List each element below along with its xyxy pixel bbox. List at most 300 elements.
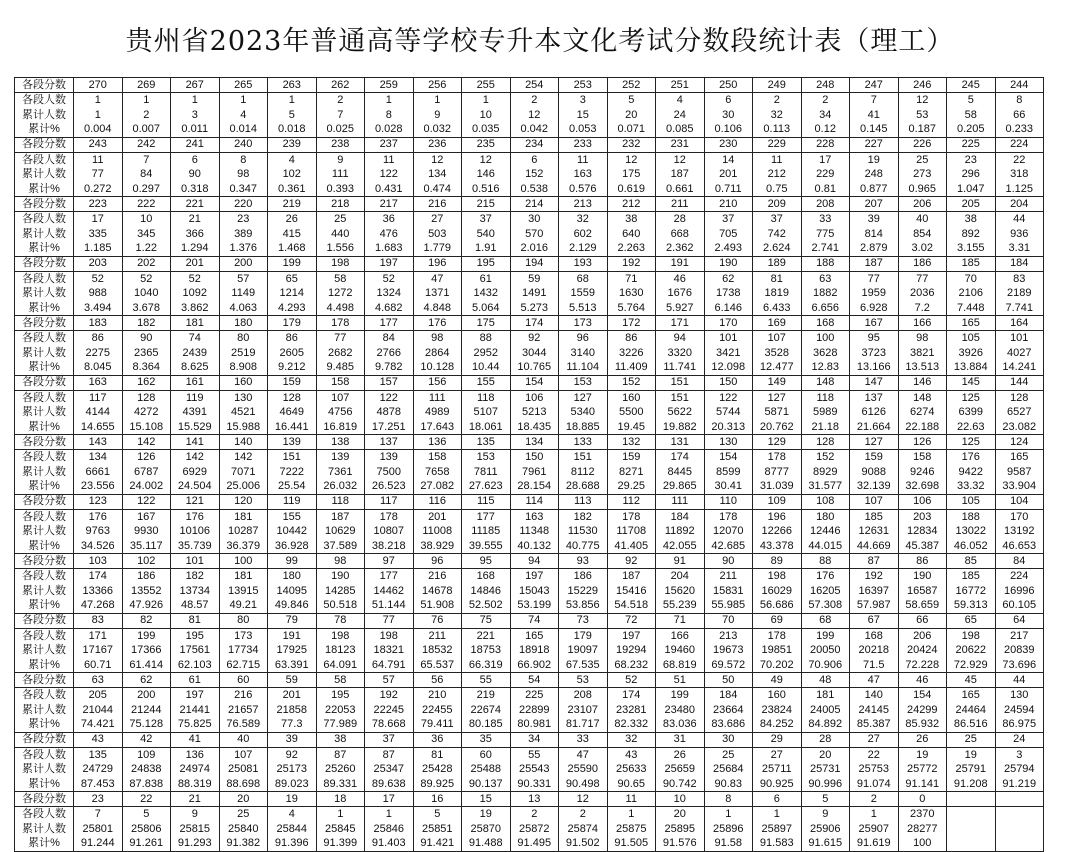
cumulative-value: 5622 <box>667 406 692 418</box>
percent-value: 0.538 <box>520 182 549 195</box>
stats-cell <box>559 390 608 435</box>
cumulative-value: 21044 <box>82 703 114 716</box>
percent-value: 67.535 <box>565 658 600 671</box>
score-cell: 54 <box>510 673 559 688</box>
percent-value: 8.045 <box>83 361 112 373</box>
count-value: 128 <box>1010 391 1029 404</box>
stats-cell <box>947 212 996 257</box>
stats-cell <box>656 569 705 614</box>
score-cell: 158 <box>316 375 365 390</box>
count-value: 101 <box>1010 332 1029 344</box>
stats-cell <box>753 747 802 792</box>
cumulative-value: 3421 <box>716 346 741 359</box>
score-cell: 207 <box>850 197 899 212</box>
percent-value: 18.061 <box>468 420 503 433</box>
stats-cell <box>898 569 947 614</box>
percent-value: 13.166 <box>856 361 891 373</box>
count-value: 210 <box>428 689 447 701</box>
stats-row-label <box>15 390 74 435</box>
percent-value: 86.975 <box>1002 718 1037 730</box>
cumulative-value: 84 <box>140 168 153 180</box>
stats-cell <box>801 271 850 316</box>
count-label: 各段人数 <box>22 94 66 106</box>
cumulative-value: 4521 <box>231 406 256 418</box>
score-cell: 100 <box>219 554 268 569</box>
stats-cell <box>462 271 511 316</box>
stats-cell <box>995 688 1044 733</box>
percent-value: 66.319 <box>468 658 503 671</box>
stats-cell <box>607 688 656 733</box>
stats-row-label <box>15 688 74 733</box>
count-value: 186 <box>573 570 592 582</box>
cumulative-value: 21657 <box>227 703 259 716</box>
cumulative-value: 6527 <box>1007 406 1032 418</box>
count-value: 174 <box>88 570 107 582</box>
score-cell: 74 <box>510 613 559 628</box>
score-cell: 116 <box>413 494 462 509</box>
score-cell: 71 <box>656 613 705 628</box>
cumulative-value: 3226 <box>619 346 644 359</box>
score-cell: 18 <box>316 792 365 807</box>
score-cell: 188 <box>801 256 850 271</box>
stats-cell <box>219 747 268 792</box>
cumulative-value: 3320 <box>667 346 692 359</box>
count-value: 33 <box>819 213 832 225</box>
count-value: 117 <box>88 391 107 404</box>
percent-value: 28.688 <box>565 480 600 492</box>
count-value: 28 <box>673 213 686 225</box>
score-row <box>15 197 1044 212</box>
score-cell: 211 <box>656 197 705 212</box>
stats-cell <box>171 569 220 614</box>
stats-cell <box>559 688 608 733</box>
percent-value: 83.036 <box>662 718 697 730</box>
cumulative-value: 6126 <box>861 406 886 418</box>
percent-value: 87.453 <box>80 777 115 790</box>
percent-value: 29.25 <box>617 480 646 492</box>
percent-value: 3.862 <box>180 301 209 314</box>
count-value: 181 <box>816 689 835 701</box>
percent-value: 5.273 <box>520 301 549 314</box>
cumulative-value: 9763 <box>85 525 110 537</box>
percent-value: 38.929 <box>420 539 455 552</box>
cumulative-value: 8599 <box>716 465 741 478</box>
cumulative-value: 1559 <box>570 287 595 299</box>
percent-value: 48.57 <box>180 599 209 611</box>
cumulative-value: 24145 <box>858 703 890 716</box>
count-value: 196 <box>767 510 786 523</box>
cumulative-value: 415 <box>282 227 301 240</box>
cumulative-value: 18918 <box>518 644 550 656</box>
stats-cell <box>316 747 365 792</box>
cumulative-value: 25840 <box>227 822 259 835</box>
percent-value: 81.717 <box>565 718 600 730</box>
score-cell: 253 <box>559 78 608 93</box>
count-value: 187 <box>622 570 641 582</box>
score-cell: 46 <box>898 673 947 688</box>
score-cell: 161 <box>171 375 220 390</box>
score-cell: 168 <box>801 316 850 331</box>
count-value: 37 <box>770 213 783 225</box>
score-cell: 200 <box>219 256 268 271</box>
score-cell: 137 <box>365 435 414 450</box>
count-value: 221 <box>476 629 495 642</box>
percent-value: 91.583 <box>759 837 794 849</box>
cumulative-value: 936 <box>1010 227 1029 240</box>
count-value: 176 <box>185 510 204 523</box>
percent-value: 89.925 <box>420 777 455 790</box>
count-value: 19 <box>479 808 492 820</box>
percent-value: 9.782 <box>374 361 403 373</box>
percent-value: 52.502 <box>468 599 503 611</box>
count-value <box>947 807 995 822</box>
score-row-label: 各段分数 <box>15 78 74 93</box>
count-value: 5 <box>628 94 635 106</box>
cumulative-value: 440 <box>331 227 350 240</box>
count-value: 151 <box>670 391 689 404</box>
percent-value: 79.411 <box>420 718 454 730</box>
stats-cell <box>753 509 802 554</box>
stats-row <box>15 688 1044 733</box>
count-label: 各段人数 <box>22 629 66 642</box>
count-value: 208 <box>573 689 592 701</box>
percent-value: 35.117 <box>129 539 163 552</box>
stats-cell <box>559 450 608 495</box>
percent-value: 0.106 <box>714 123 743 135</box>
score-cell: 66 <box>898 613 947 628</box>
count-label: 各段人数 <box>22 570 66 582</box>
score-cell: 80 <box>219 613 268 628</box>
stats-cell <box>656 331 705 376</box>
stats-row-label <box>15 628 74 673</box>
count-value: 63 <box>819 272 832 285</box>
count-value: 11 <box>577 153 589 166</box>
score-cell: 41 <box>171 732 220 747</box>
count-value: 44 <box>1013 213 1026 225</box>
count-value: 160 <box>767 689 786 701</box>
score-cell: 67 <box>850 613 899 628</box>
cumulative-value: 1630 <box>619 287 644 299</box>
percent-value: 25.54 <box>277 480 306 492</box>
percent-value: 2.362 <box>665 242 694 254</box>
score-row-label: 各段分数 <box>15 732 74 747</box>
count-value: 181 <box>234 510 253 523</box>
score-cell: 174 <box>510 316 559 331</box>
score-cell: 233 <box>559 137 608 152</box>
stats-cell <box>74 93 123 138</box>
score-cell: 151 <box>656 375 705 390</box>
score-cell: 230 <box>704 137 753 152</box>
score-cell: 38 <box>316 732 365 747</box>
count-value: 81 <box>431 748 444 761</box>
count-value: 198 <box>767 570 786 582</box>
cumulative-value: 1040 <box>134 287 159 299</box>
cumulative-value: 23480 <box>664 703 696 716</box>
stats-cell <box>753 688 802 733</box>
cumulative-value: 7361 <box>328 465 353 478</box>
stats-cell <box>219 93 268 138</box>
count-value: 65 <box>285 272 298 285</box>
percent-label: 累计% <box>28 837 60 849</box>
score-cell: 209 <box>753 197 802 212</box>
score-cell: 193 <box>559 256 608 271</box>
cumulative-value: 25347 <box>373 763 405 775</box>
cumulative-value: 25081 <box>227 763 259 775</box>
stats-cell <box>947 93 996 138</box>
score-cell: 154 <box>510 375 559 390</box>
count-value: 94 <box>673 332 686 344</box>
score-cell: 147 <box>850 375 899 390</box>
percent-value: 13.884 <box>953 361 988 373</box>
percent-value: 35.739 <box>177 539 212 552</box>
cumulative-value: 8445 <box>667 465 692 478</box>
cumulative-value: 17925 <box>276 644 308 656</box>
stats-cell <box>219 569 268 614</box>
score-cell: 26 <box>898 732 947 747</box>
stats-cell <box>171 271 220 316</box>
stats-cell <box>850 331 899 376</box>
stats-cell <box>607 331 656 376</box>
count-value: 7 <box>143 153 150 166</box>
percent-value: 4.293 <box>277 301 306 314</box>
cumulative-value: 2864 <box>425 346 450 359</box>
score-cell: 184 <box>995 256 1044 271</box>
cumulative-value: 19294 <box>615 644 647 656</box>
percent-value: 0.014 <box>229 123 258 135</box>
stats-cell <box>898 331 947 376</box>
stats-cell <box>850 271 899 316</box>
score-cell: 81 <box>171 613 220 628</box>
count-value: 186 <box>137 570 156 582</box>
stats-cell <box>656 807 705 852</box>
percent-value: 2.129 <box>568 242 597 254</box>
count-value: 159 <box>622 451 641 463</box>
cumulative-value: 25870 <box>470 822 502 835</box>
cumulative-value: 3044 <box>522 346 547 359</box>
score-cell: 51 <box>656 673 705 688</box>
percent-value: 12.098 <box>711 361 746 373</box>
percent-value: 0.431 <box>374 182 403 195</box>
stats-cell <box>753 628 802 673</box>
cumulative-value: 19460 <box>664 644 696 656</box>
count-value: 179 <box>573 629 592 642</box>
percent-value: 91.421 <box>420 837 455 849</box>
score-cell: 118 <box>316 494 365 509</box>
score-row-label: 各段分数 <box>15 613 74 628</box>
count-value: 4 <box>288 808 295 820</box>
cumulative-value: 18753 <box>470 644 502 656</box>
percent-value: 0.361 <box>277 182 306 195</box>
score-cell: 196 <box>413 256 462 271</box>
stats-cell <box>316 93 365 138</box>
stats-cell <box>850 628 899 673</box>
count-value: 168 <box>476 570 495 582</box>
count-value: 219 <box>476 689 495 701</box>
count-value: 70 <box>964 272 977 285</box>
count-value: 52 <box>91 272 104 285</box>
cumulative-value: 134 <box>428 168 447 180</box>
count-value: 176 <box>961 451 980 463</box>
cumulative-value: 5340 <box>570 406 595 418</box>
count-value: 17 <box>819 153 832 166</box>
stats-cell <box>316 569 365 614</box>
cumulative-value: 8777 <box>764 465 789 478</box>
stats-cell <box>801 450 850 495</box>
score-cell: 227 <box>850 137 899 152</box>
cumulative-value: 4027 <box>1007 346 1032 359</box>
count-value: 154 <box>719 451 738 463</box>
percent-value: 11.409 <box>614 361 648 373</box>
cumulative-value: 20218 <box>858 644 890 656</box>
stats-cell <box>801 747 850 792</box>
score-cell: 173 <box>559 316 608 331</box>
cumulative-value: 602 <box>573 227 592 240</box>
score-cell: 76 <box>413 613 462 628</box>
stats-cell <box>656 450 705 495</box>
count-value: 77 <box>916 272 929 285</box>
cumulative-value: 21244 <box>130 703 162 716</box>
score-cell: 104 <box>995 494 1044 509</box>
count-value: 178 <box>622 510 641 523</box>
percent-value: 36.928 <box>274 539 309 552</box>
count-value: 61 <box>479 272 492 285</box>
stats-cell <box>316 331 365 376</box>
cumulative-value: 2365 <box>134 346 159 359</box>
percent-value: 5.927 <box>665 301 694 314</box>
count-value: 47 <box>431 272 444 285</box>
count-value: 136 <box>185 748 204 761</box>
stats-cell <box>898 688 947 733</box>
score-cell: 242 <box>122 137 171 152</box>
score-cell: 68 <box>801 613 850 628</box>
percent-value: 68.232 <box>614 658 649 671</box>
stats-cell <box>74 569 123 614</box>
score-cell: 112 <box>607 494 656 509</box>
cumulative-value: 2952 <box>473 346 498 359</box>
score-cell: 240 <box>219 137 268 152</box>
cumulative-value: 20622 <box>955 644 987 656</box>
count-value: 150 <box>525 451 544 463</box>
percent-value: 0.474 <box>423 182 452 195</box>
count-value: 88 <box>479 332 492 344</box>
score-cell: 187 <box>850 256 899 271</box>
percent-value: 47.268 <box>80 599 115 611</box>
stats-cell <box>510 152 559 197</box>
score-cell: 0 <box>898 792 947 807</box>
cumulative-value: 3528 <box>764 346 789 359</box>
percent-value: 74.421 <box>80 718 115 730</box>
percent-value: 0.032 <box>423 123 452 135</box>
stats-cell <box>268 93 317 138</box>
cumulative-value: 389 <box>234 227 253 240</box>
stats-cell <box>316 688 365 733</box>
stats-cell <box>995 390 1044 435</box>
stats-row <box>15 212 1044 257</box>
cumulative-value: 5500 <box>619 406 644 418</box>
stats-cell <box>607 509 656 554</box>
percent-value: 0.025 <box>326 123 355 135</box>
count-value: 159 <box>864 451 883 463</box>
stats-cell <box>268 688 317 733</box>
stats-cell <box>413 390 462 435</box>
percent-value: 6.656 <box>811 301 840 314</box>
percent-value: 0.042 <box>520 123 549 135</box>
percent-value: 1.185 <box>83 242 112 254</box>
stats-cell <box>74 271 123 316</box>
count-value: 151 <box>282 451 301 463</box>
percent-value: 9.485 <box>326 361 355 373</box>
stats-cell <box>171 212 220 257</box>
stats-cell <box>268 509 317 554</box>
stats-row-label <box>15 331 74 376</box>
stats-cell <box>171 331 220 376</box>
score-cell: 121 <box>171 494 220 509</box>
stats-cell <box>607 807 656 852</box>
stats-row-label <box>15 747 74 792</box>
stats-cell <box>559 271 608 316</box>
cumulative-value: 988 <box>88 287 107 299</box>
percent-value: 39.555 <box>468 539 503 552</box>
cumulative-value: 5213 <box>522 406 547 418</box>
stats-row-label <box>15 569 74 614</box>
cumulative-value: 13552 <box>130 584 162 597</box>
stats-cell <box>898 212 947 257</box>
cumulative-value: 25543 <box>518 763 550 775</box>
score-cell: 234 <box>510 137 559 152</box>
stats-cell <box>219 450 268 495</box>
score-row-label: 各段分数 <box>15 435 74 450</box>
percent-value: 7.741 <box>1005 301 1034 314</box>
count-value: 173 <box>234 629 253 642</box>
cumulative-value: 1 <box>94 108 101 121</box>
score-cell: 185 <box>947 256 996 271</box>
percent-value: 0.187 <box>908 123 937 135</box>
percent-value: 72.929 <box>953 658 988 671</box>
stats-cell <box>607 271 656 316</box>
stats-cell <box>365 807 414 852</box>
score-cell: 177 <box>365 316 414 331</box>
stats-cell <box>510 509 559 554</box>
percent-value: 33.904 <box>1002 480 1037 492</box>
score-cell: 95 <box>462 554 511 569</box>
stats-cell <box>947 628 996 673</box>
score-row <box>15 435 1044 450</box>
stats-cell <box>74 331 123 376</box>
cumulative-value: 3 <box>191 108 198 121</box>
percent-label: 累计% <box>28 480 60 492</box>
cumulative-value: 25845 <box>324 822 356 835</box>
cumulative-value: 8929 <box>813 465 838 478</box>
count-value: 11 <box>92 153 104 166</box>
count-label: 各段人数 <box>22 272 66 285</box>
score-cell: 182 <box>122 316 171 331</box>
cumulative-value: 1491 <box>522 287 547 299</box>
count-value: 119 <box>185 391 204 404</box>
percent-value: 46.052 <box>953 539 988 552</box>
percent-value: 76.589 <box>226 718 261 730</box>
cumulative-value: 21858 <box>276 703 308 716</box>
stats-cell <box>801 331 850 376</box>
count-value: 198 <box>331 629 350 642</box>
percent-label: 累计% <box>28 361 60 373</box>
score-cell: 129 <box>753 435 802 450</box>
score-cell: 145 <box>947 375 996 390</box>
count-value: 160 <box>622 391 641 404</box>
score-row-label: 各段分数 <box>15 375 74 390</box>
cumulative-value: 22053 <box>324 703 356 716</box>
cumulative-value: 10287 <box>227 525 259 537</box>
score-cell: 263 <box>268 78 317 93</box>
